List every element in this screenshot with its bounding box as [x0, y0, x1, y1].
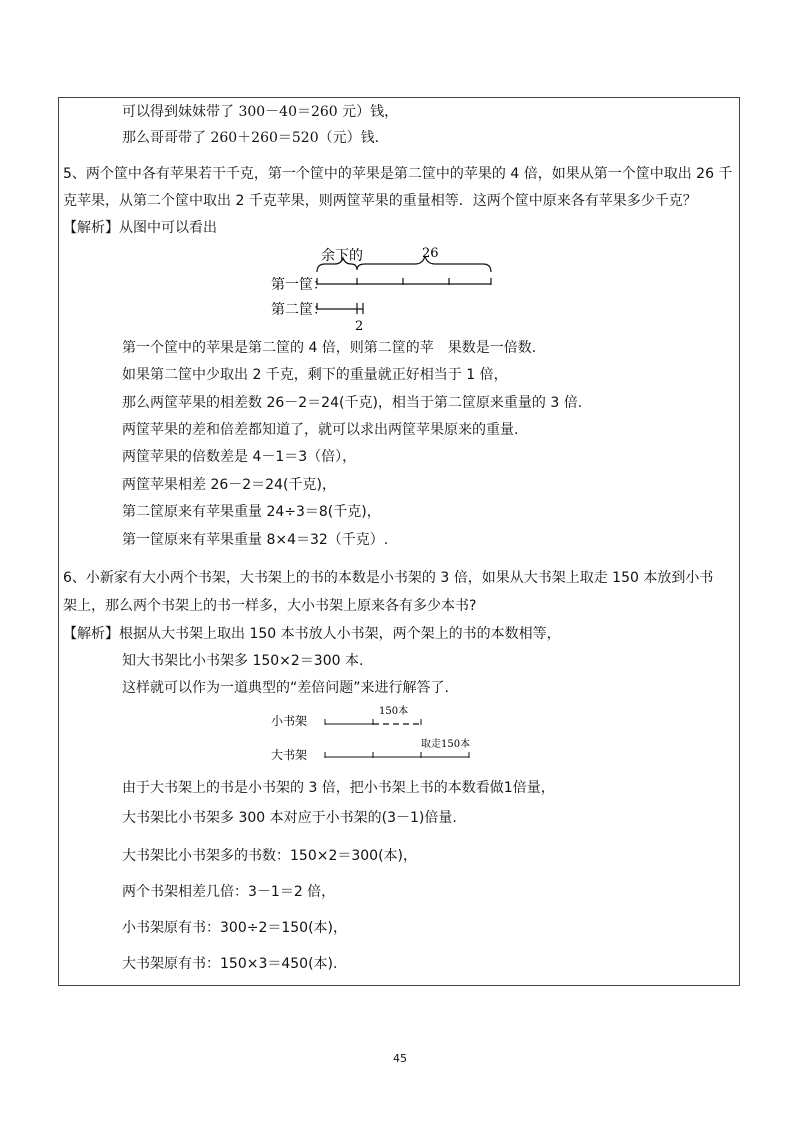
problem6-step-6: 大书架原有书：150×3＝450(本). [122, 956, 338, 972]
row1-label: 第一筐： [271, 277, 327, 293]
problem6-step-1: 由于大书架上的书是小书架的 3 倍，把小书架上书的本数看做1倍量， [122, 780, 555, 796]
problem5-step-4: 两筐苹果的差和倍差都知道了，就可以求出两筐苹果原来的重量. [122, 422, 519, 438]
basket-diagram [265, 242, 505, 334]
problem6-question-line-2: 架上，那么两个书架上的书一样多，大小书架上原来各有多少本书? [63, 598, 477, 614]
problem6-step-5: 小书架原有书：300÷2＝150(本)， [122, 920, 348, 936]
big-shelf-label: 大书架 [271, 748, 308, 762]
problem5-step-7: 第二筐原来有苹果重量 24÷3＝8(千克)， [122, 504, 381, 520]
problem5-step-1: 第一个筐中的苹果是第二筐的 4 倍，则第二筐的苹 果数是一倍数. [122, 340, 537, 356]
problem6-step-3: 大书架比小书架多的书数：150×2＝300(本)， [122, 848, 418, 864]
continuation-line-1: 可以得到妹妹带了 300－40＝260 元）钱， [122, 104, 399, 120]
problem6-analysis-line-2: 知大书架比小书架多 150×2＝300 本. [122, 653, 364, 669]
taken-26-label: 26 [422, 246, 439, 261]
problem6-analysis-line-1: 【解析】根据从大书架上取出 150 本书放人小书架，两个架上的书的本数相等， [63, 626, 561, 642]
problem5-question-line-1: 5、两个筐中各有苹果若干千克，第一个筐中的苹果是第二筐中的苹果的 4 倍，如果从第一个筐中取出 26 千 [63, 166, 733, 182]
problem6-step-2: 大书架比小书架多 300 本对应于小书架的(3－1)倍量. [122, 810, 457, 826]
problem6-analysis-line-3: 这样就可以作为一道典型的“差倍问题”来进行解答了. [122, 680, 449, 696]
row2-label: 第二筐： [271, 302, 327, 318]
problem6-question-line-1: 6、小新家有大小两个书架，大书架上的书的本数是小书架的 3 倍，如果从大书架上取走 150 本放到小书 [63, 570, 714, 586]
row2-taken-label: 2 [355, 319, 364, 334]
problem6-step-4: 两个书架相差几倍：3－1＝2 倍， [122, 884, 336, 900]
page-number: 45 [393, 1052, 407, 1065]
bookshelf-diagram [265, 700, 505, 766]
taken-brace [357, 256, 491, 272]
problem5-step-2: 如果第二筐中少取出 2 千克，剩下的重量就正好相当于 1 倍， [122, 367, 508, 383]
remaining-label: 余下的 [321, 248, 363, 264]
problem5-analysis-intro: 【解析】从图中可以看出 [63, 220, 217, 236]
continuation-line-2: 那么哥哥带了 260＋260＝520（元）钱. [122, 130, 380, 146]
big-taken-label: 取走150本 [421, 739, 471, 750]
problem5-question-line-2: 克苹果，从第二个筐中取出 2 千克苹果，则两筐苹果的重量相等．这两个筐中原来各有苹果多少千克？ [63, 193, 697, 209]
small-shelf-label: 小书架 [271, 714, 308, 728]
problem5-step-6: 两筐苹果相差 26－2＝24(千克)， [122, 477, 336, 493]
problem5-step-5: 两筐苹果的倍数差是 4－1＝3（倍）， [122, 449, 357, 465]
problem5-step-3: 那么两筐苹果的相差数 26－2＝24(千克)，相当于第二筐原来重量的 3 倍. [122, 395, 583, 411]
problem5-step-8: 第一筐原来有苹果重量 8×4＝32（千克）. [122, 532, 389, 548]
small-added-label: 150本 [379, 706, 409, 717]
